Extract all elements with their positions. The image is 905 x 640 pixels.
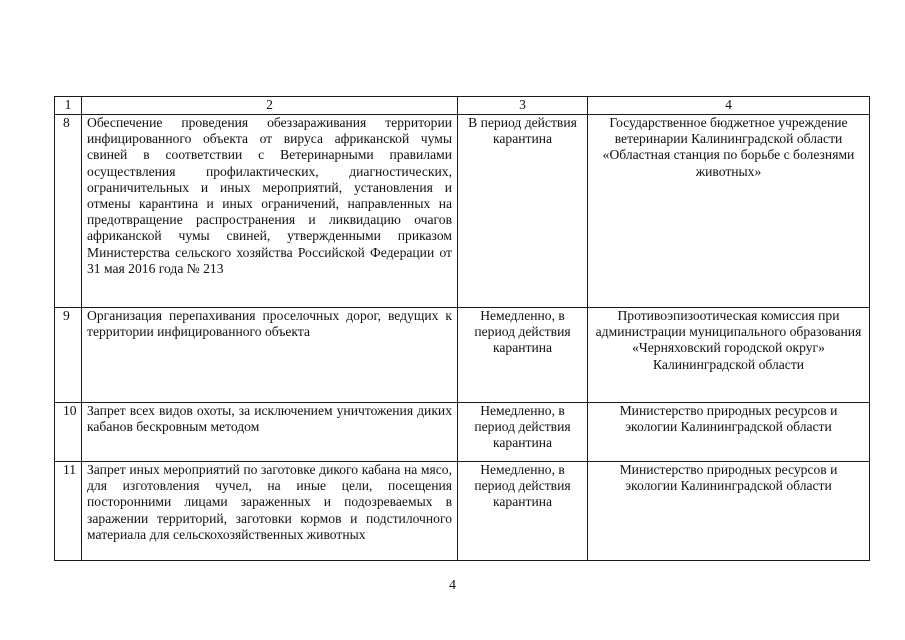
term-cell: Немедленно, в период действия карантина (458, 308, 588, 403)
row-number: 11 (55, 462, 82, 561)
header-col-4: 4 (588, 97, 870, 115)
page-number: 4 (449, 578, 456, 593)
table-row (55, 403, 870, 462)
row-number: 10 (55, 403, 82, 462)
responsible-cell: Министерство природных ресурсов и экологии Калининградской области (588, 462, 870, 561)
action-cell: Запрет иных мероприятий по заготовке дикого кабана на мясо, для изготовления чучел, на иные цели, посещения посторонними лицами зараженных и подозреваемых в заражении территорий, заготовки кормов и подстилочного материала для сельскохозяйственных животных (82, 462, 458, 561)
term-cell: Немедленно, в период действия карантина (458, 462, 588, 561)
responsible-cell: Противоэпизоотическая комиссия при администрации муниципального образования «Черняховский городской округ» Калининградской области (588, 308, 870, 403)
term-cell: В период действия карантина (458, 115, 588, 308)
measures-table (54, 96, 870, 561)
responsible-cell: Государственное бюджетное учреждение ветеринарии Калининградской области «Областная станция по борьбе с болезнями животных» (588, 115, 870, 308)
table-header-row (55, 97, 870, 115)
table-row (55, 115, 870, 308)
header-col-1: 1 (55, 97, 82, 115)
table-row (55, 462, 870, 561)
responsible-cell: Министерство природных ресурсов и экологии Калининградской области (588, 403, 870, 462)
action-cell: Запрет всех видов охоты, за исключением уничтожения диких кабанов бескровным методом (82, 403, 458, 462)
action-cell: Обеспечение проведения обеззараживания территории инфицированного объекта от вируса африканской чумы свиней в соответствии с Ветеринарными правилами осуществления профилактических, диагностических, ограничительных и иных мероприятий, установления и отмены карантина и иных ограничений, направленных на предотвращение распространения и ликвидацию очагов африканской чумы свиней, утвержденными приказом Министерства сельского хозяйства Российской Федерации от 31 мая 2016 года № 213 (82, 115, 458, 308)
action-cell: Организация перепахивания проселочных дорог, ведущих к территории инфицированного объекта (82, 308, 458, 403)
header-col-3: 3 (458, 97, 588, 115)
row-number: 9 (55, 308, 82, 403)
header-col-2: 2 (82, 97, 458, 115)
row-number: 8 (55, 115, 82, 308)
term-cell: Немедленно, в период действия карантина (458, 403, 588, 462)
table-row (55, 308, 870, 403)
